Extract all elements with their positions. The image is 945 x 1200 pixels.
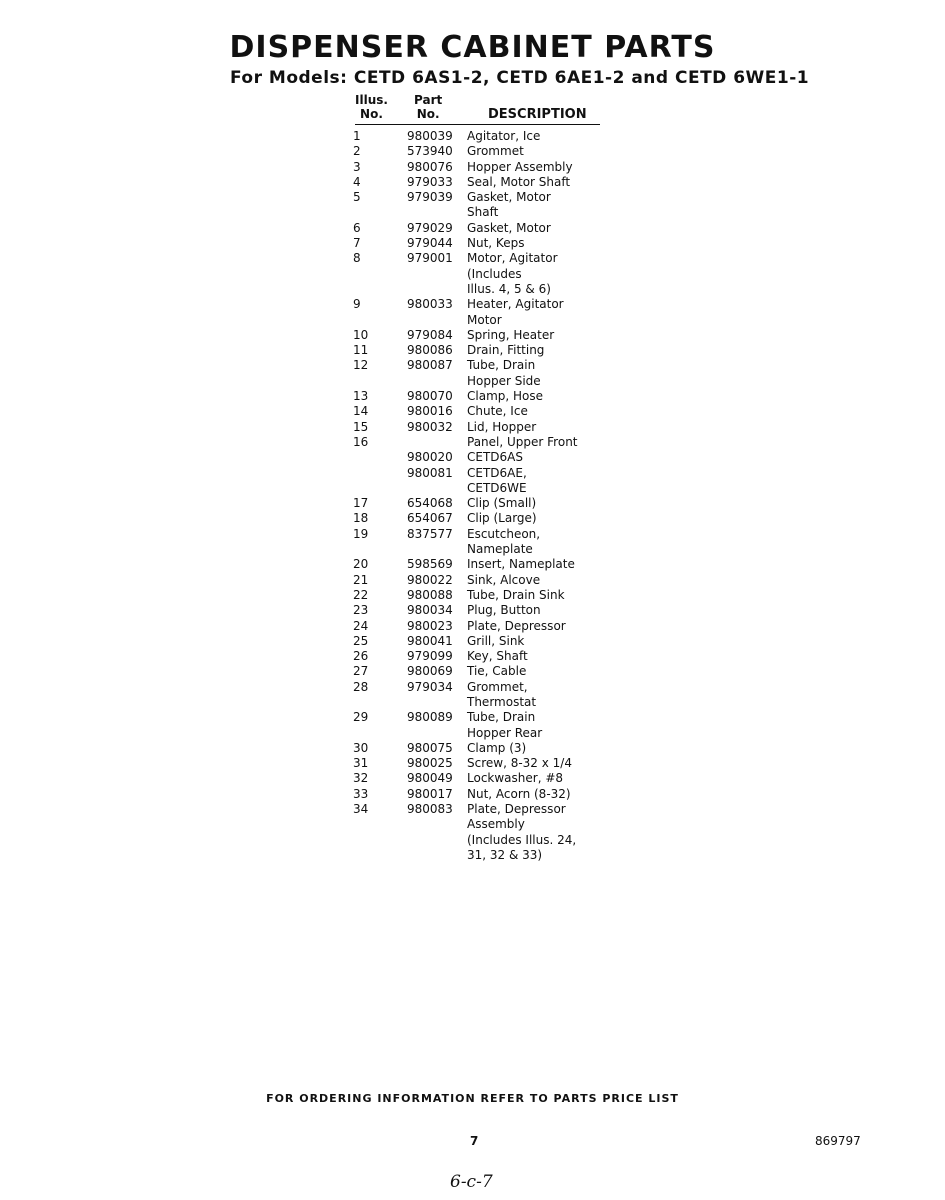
illus-number: 15 [353,419,369,434]
part-number: 654067 [407,511,453,526]
part-description: Motor, Agitator (Includes Illus. 4, 5 & 6) [467,251,558,296]
part-description: Panel, Upper Front [467,434,578,449]
part-number: 980039 [407,129,453,143]
illus-number: 16 [353,434,369,449]
part-number: 979099 [407,649,453,664]
part-number: 979044 [407,236,453,251]
table-row [353,221,613,236]
part-number: 980025 [407,756,453,771]
table-row [353,251,613,297]
page-number: 7 [470,1134,479,1148]
part-description: Clamp (3) [467,740,527,755]
part-description: Heater, Agitator Motor [467,297,564,327]
illus-number: 9 [353,297,361,312]
illus-number: 11 [353,343,369,358]
illus-number: 4 [353,174,361,189]
illus-number: 24 [353,618,369,633]
part-description: Plate, Depressor Assembly (Includes Illus. 24, 31, 32 & 33) [467,802,577,862]
part-number: 598569 [407,557,453,572]
illus-number: 27 [353,664,369,679]
part-number: 654068 [407,496,453,511]
part-header-line1: Part [414,93,443,107]
table-row [353,619,613,634]
part-description: Grill, Sink [467,633,525,648]
part-number: 980089 [407,710,453,725]
illus-number: 28 [353,679,369,694]
illus-number: 18 [353,511,369,526]
illus-number: 33 [353,786,369,801]
part-number: 979029 [407,220,453,235]
table-row [353,603,613,618]
illus-number: 20 [353,557,369,572]
part-number: 979034 [407,679,453,694]
part-number: 980076 [407,159,453,174]
part-description: Escutcheon, Nameplate [467,526,541,557]
part-number: 980075 [407,740,453,755]
table-row [353,787,613,802]
table-row [353,680,613,711]
illus-number [353,466,407,497]
part-number: 980070 [407,389,453,404]
table-row [353,389,613,404]
part-description: Lockwasher, #8 [467,771,564,786]
illus-number: 5 [353,190,361,205]
table-row [353,496,613,511]
part-description: Spring, Heater [467,327,555,342]
part-header-line2: No. [416,107,440,121]
table-row [353,144,613,159]
table-row [353,129,613,144]
table-row [353,420,613,435]
part-description: Plate, Depressor [467,618,566,633]
illus-number: 25 [353,633,369,648]
handwritten-note: 6-c-7 [450,1172,493,1192]
illus-number: 30 [353,740,369,755]
part-description: Key, Shaft [467,649,528,664]
table-row [353,771,613,786]
illus-number: 1 [353,129,361,143]
illus-number: 8 [353,251,361,266]
table-row [353,557,613,572]
part-number: 980088 [407,587,453,602]
illus-number: 19 [353,526,369,541]
part-description: Grommet, Thermostat [467,679,537,709]
part-number: 980049 [407,771,453,786]
column-header-illus [355,93,388,121]
illus-number: 34 [353,802,369,817]
part-description: Tube, Drain Hopper Side [467,358,541,388]
part-number: 979001 [407,251,453,266]
part-description: Tube, Drain Sink [467,587,565,602]
illus-number: 23 [353,603,369,618]
table-row [353,527,613,558]
table-row [353,297,613,328]
part-description: Nut, Acorn (8-32) [467,786,571,801]
part-number: 980069 [407,664,453,679]
document-number: 869797 [815,1134,861,1148]
column-header-part [414,93,442,121]
table-row [353,358,613,389]
part-description: Clip (Small) [467,496,537,511]
table-row [353,710,613,741]
table-row [353,573,613,588]
table-row [353,450,613,465]
table-row [353,404,613,419]
part-number: 980087 [407,358,453,373]
part-description: Agitator, Ice [467,129,541,143]
part-description: Chute, Ice [467,404,528,419]
part-number: 979039 [407,190,453,205]
part-number [407,435,467,450]
part-number: 980032 [407,419,453,434]
table-row [353,160,613,175]
table-row [353,664,613,679]
illus-number: 13 [353,389,369,404]
illus-number: 6 [353,220,361,235]
illus-number [353,450,407,465]
table-row [353,435,613,450]
ordering-footer: FOR ORDERING INFORMATION REFER TO PARTS PRICE LIST [266,1092,679,1105]
table-row [353,190,613,221]
part-number: 980041 [407,633,453,648]
part-description: Clip (Large) [467,511,537,526]
table-row [353,175,613,190]
illus-number: 31 [353,756,369,771]
illus-number: 29 [353,710,369,725]
part-number: 980086 [407,343,453,358]
part-description: Plug, Button [467,603,541,618]
part-number: 837577 [407,526,453,541]
table-row [353,588,613,603]
part-description: Tie, Cable [467,664,527,679]
illus-number: 21 [353,572,369,587]
illus-number: 32 [353,771,369,786]
table-row [353,634,613,649]
part-number: 980023 [407,618,453,633]
part-description: Insert, Nameplate [467,557,575,572]
part-number: 979084 [407,327,453,342]
models-subtitle: For Models: CETD 6AS1-2, CETD 6AE1-2 and CETD 6WE1-1 [230,68,810,88]
part-number: 980033 [407,297,453,312]
table-row [353,741,613,756]
illus-number: 2 [353,144,361,159]
table-row [353,511,613,526]
illus-number: 14 [353,404,369,419]
table-row [353,802,613,863]
column-header-description: DESCRIPTION [488,107,587,122]
table-row [353,649,613,664]
part-number: 980034 [407,603,453,618]
part-number: 573940 [407,144,453,159]
part-description: CETD6AS [467,450,523,465]
illus-header-line2: No. [360,107,383,121]
part-description: Gasket, Motor Shaft [467,190,551,220]
illus-number: 26 [353,649,369,664]
illus-number: 17 [353,496,369,511]
part-number: 980081 [407,465,453,480]
part-description: Gasket, Motor [467,220,551,235]
table-row [353,328,613,343]
table-row [353,466,613,497]
illus-number: 22 [353,587,369,602]
illus-number: 7 [353,236,361,251]
part-description: Drain, Fitting [467,343,545,358]
part-description: Nut, Keps [467,236,525,251]
part-description: Lid, Hopper [467,419,537,434]
part-number: 980083 [407,802,453,817]
part-description: Seal, Motor Shaft [467,174,571,189]
part-number: 980020 [407,450,453,465]
table-row [353,343,613,358]
table-row [353,236,613,251]
page-title: DISPENSER CABINET PARTS [229,30,716,65]
header-divider [355,124,600,125]
part-description: Screw, 8-32 x 1/4 [467,756,572,771]
parts-table [353,129,613,863]
part-description: Sink, Alcove [467,572,541,587]
part-description: Grommet [467,144,524,159]
part-description: Tube, Drain Hopper Rear [467,710,543,740]
part-description: Hopper Assembly [467,159,573,174]
illus-number: 3 [353,159,361,174]
illus-number: 12 [353,358,369,373]
part-description: Clamp, Hose [467,389,544,404]
part-number: 980022 [407,572,453,587]
part-number: 980016 [407,404,453,419]
table-row [353,756,613,771]
illus-number: 10 [353,327,369,342]
part-number: 980017 [407,786,453,801]
part-description: CETD6AE, CETD6WE [467,465,527,495]
illus-header-line1: Illus. [355,93,388,107]
part-number: 979033 [407,174,453,189]
